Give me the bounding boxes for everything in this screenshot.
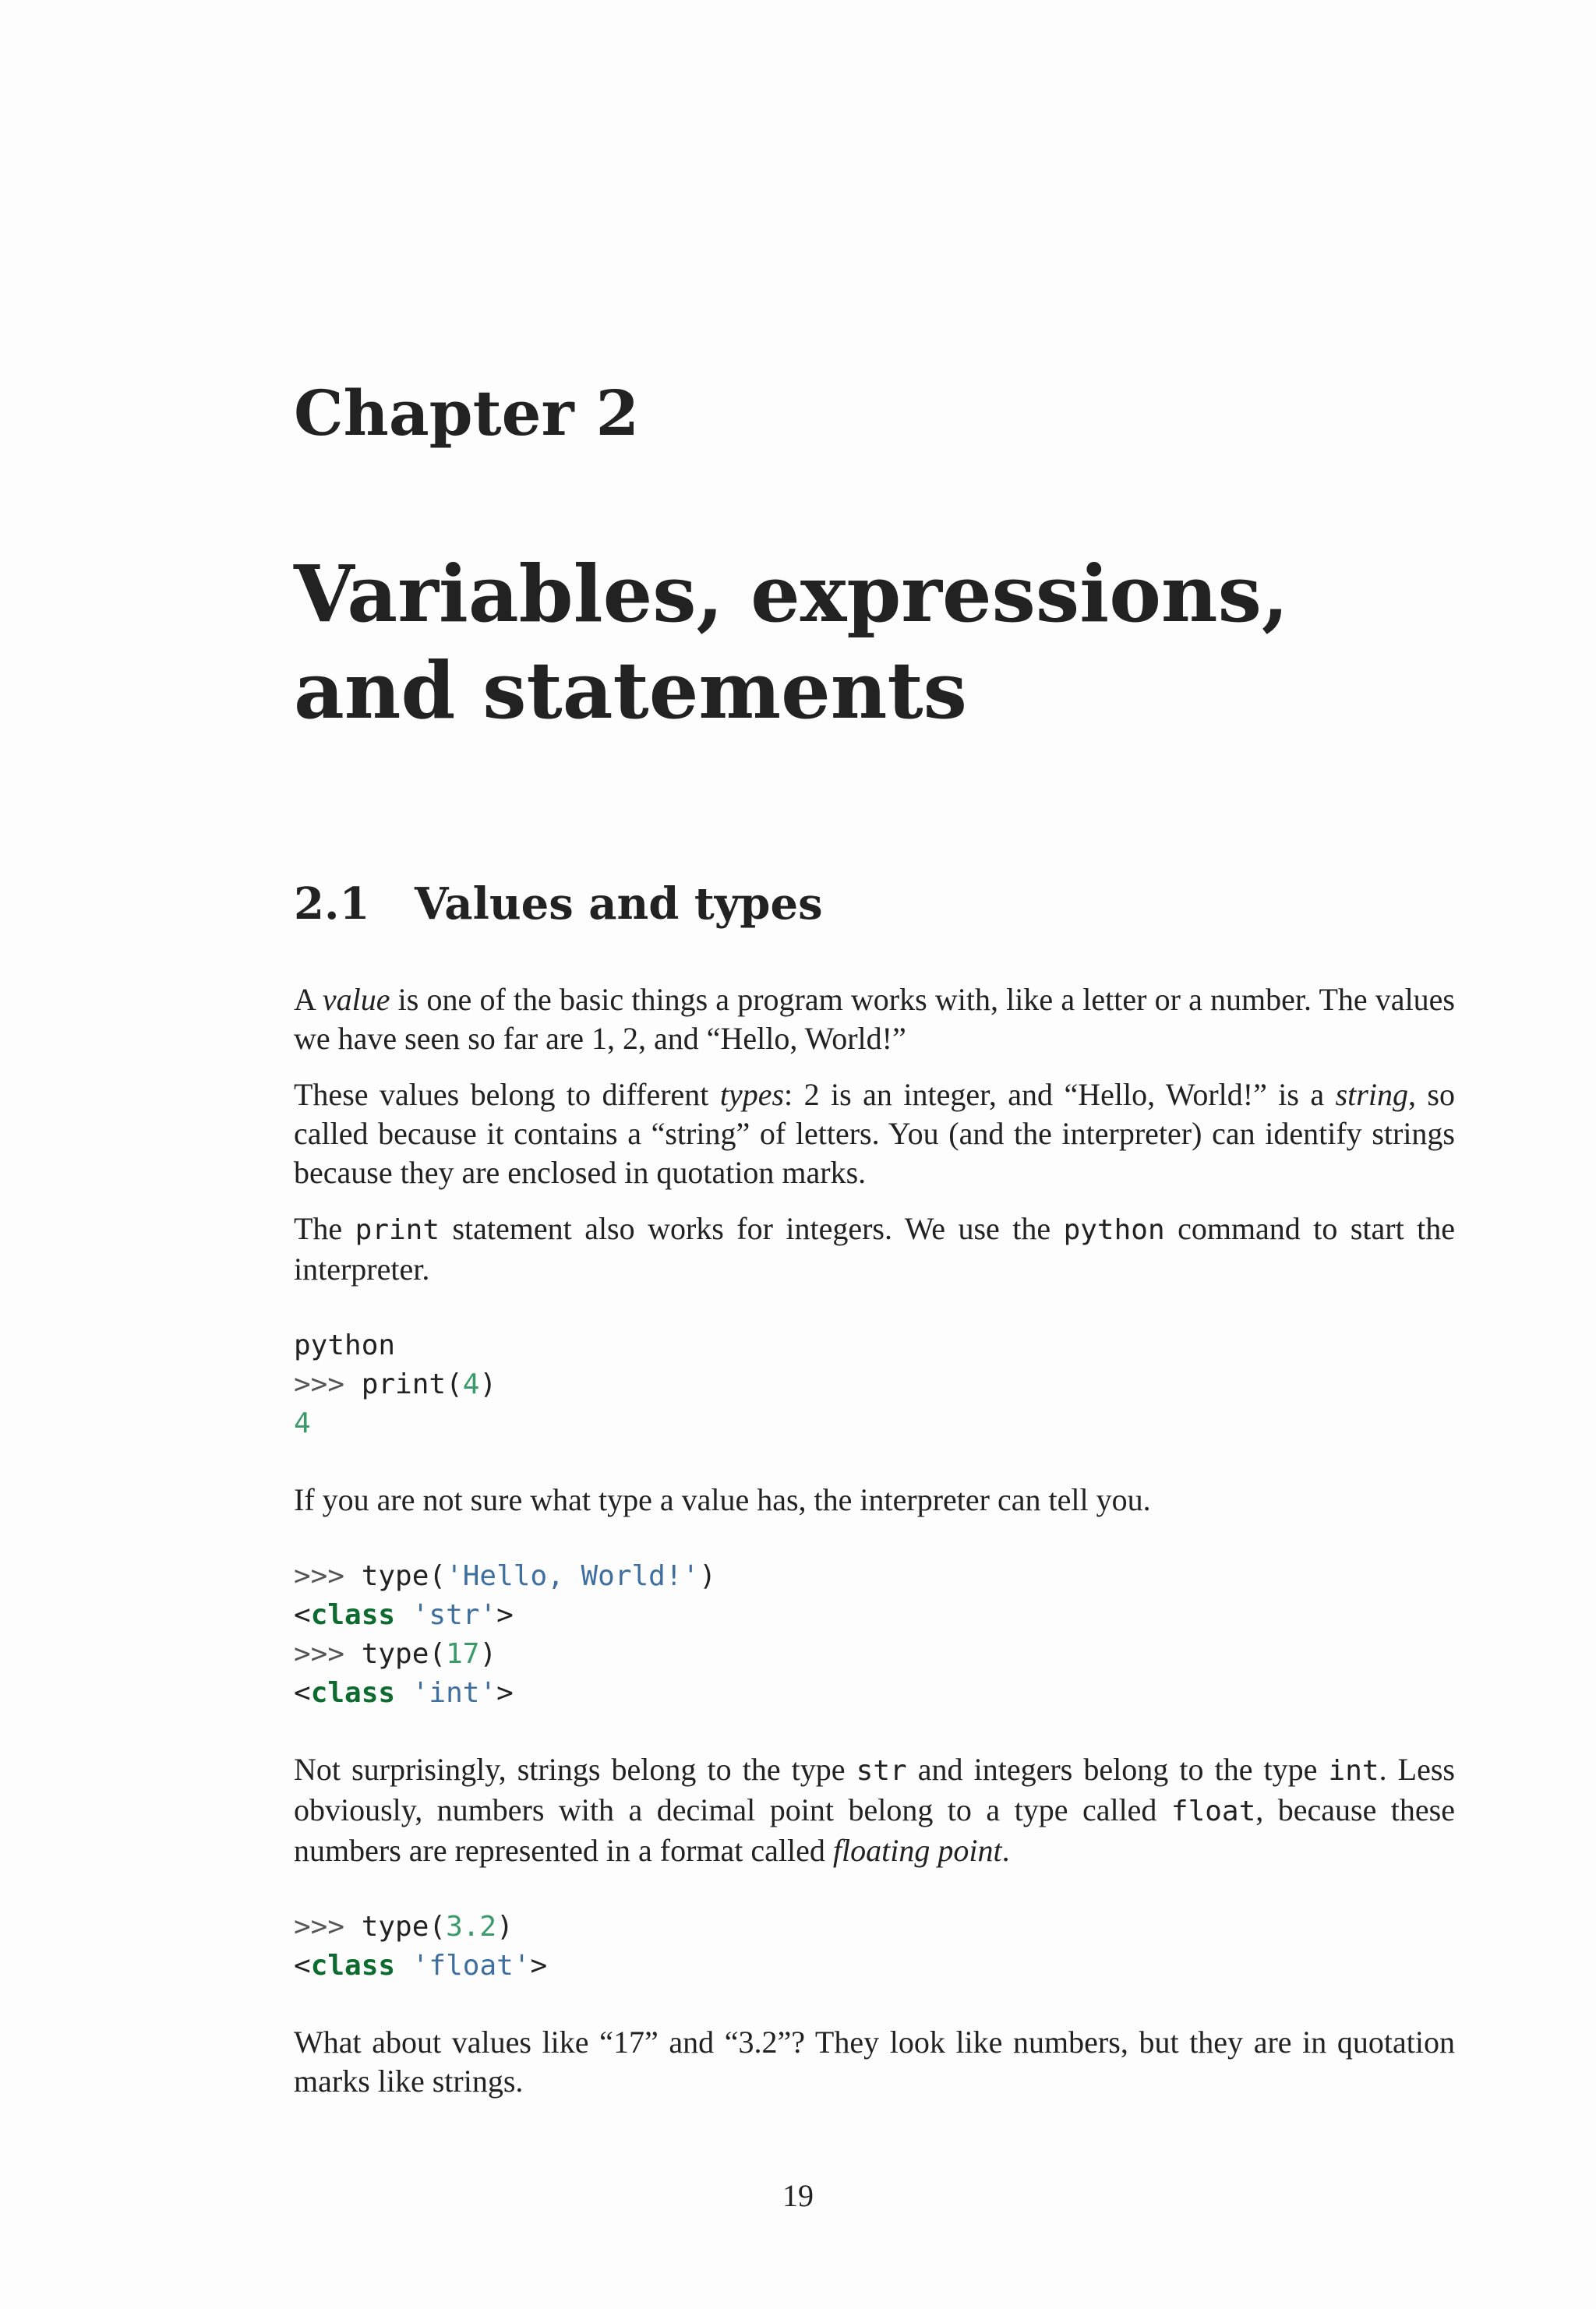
text-span: command to start the interpreter. xyxy=(294,1211,1455,1287)
text-span: statement also works for integers. We use the xyxy=(440,1211,1064,1246)
section-number: 2.1 xyxy=(294,878,370,930)
code-line: python xyxy=(294,1329,396,1361)
code-string: 'str' xyxy=(411,1599,497,1631)
code-prompt: >>> xyxy=(294,1368,345,1400)
code-number: 4 xyxy=(462,1368,480,1400)
text-span: These values belong to different xyxy=(294,1077,720,1112)
code-prompt: >>> xyxy=(294,1560,345,1592)
paragraph-type-query: If you are not sure what type a value has, the interpreter can tell you. xyxy=(294,1482,1151,1517)
text-span: Not surprisingly, strings belong to the type xyxy=(294,1752,856,1787)
code-text: > xyxy=(496,1599,514,1631)
code-number: 17 xyxy=(446,1638,480,1670)
text-span: : 2 is an integer, and “Hello, World!” is a xyxy=(784,1077,1336,1112)
page-number: 19 xyxy=(782,2178,814,2213)
code-text: < xyxy=(294,1677,311,1709)
text-span: The xyxy=(294,1211,355,1246)
inline-code-float: float xyxy=(1171,1795,1256,1827)
term-floating-point: floating point xyxy=(832,1833,1002,1868)
code-block-float xyxy=(294,1908,1455,1986)
paragraph-types xyxy=(294,1075,1455,1192)
code-text: > xyxy=(496,1677,514,1709)
paragraph-str-int-float xyxy=(294,1750,1455,1870)
code-text: type( xyxy=(344,1638,447,1670)
code-text: < xyxy=(294,1599,311,1631)
code-keyword: class xyxy=(310,1950,396,1982)
inline-code-str: str xyxy=(856,1755,907,1787)
section-title: Values and types xyxy=(415,878,823,930)
code-text: print( xyxy=(344,1368,463,1400)
text-span: . xyxy=(1001,1833,1010,1868)
text-span: , so called because it contains a “string” of letters. You (and the interpreter) can identify strings because they are enclosed in quotation marks. xyxy=(294,1077,1455,1190)
inline-code-python: python xyxy=(1063,1214,1165,1246)
term-value: value xyxy=(322,982,390,1017)
chapter-label: Chapter 2 xyxy=(294,376,640,450)
code-keyword: class xyxy=(310,1677,396,1709)
code-text: ) xyxy=(496,1911,514,1943)
section-body xyxy=(294,980,1455,2118)
code-block-print xyxy=(294,1326,1455,1443)
code-string: 'int' xyxy=(411,1677,497,1709)
code-string: 'float' xyxy=(411,1950,531,1982)
code-text: type( xyxy=(344,1560,447,1592)
paragraph-print-statement xyxy=(294,1209,1455,1289)
chapter-title: Variables, expressions, and statements xyxy=(294,548,1289,736)
text-span: and integers belong to the type xyxy=(906,1752,1329,1787)
text-span: is one of the basic things a program works with, like a letter or a number. The values we have seen so far are 1, 2, and “Hello, World!” xyxy=(294,982,1455,1056)
code-number: 3.2 xyxy=(446,1911,497,1943)
code-keyword: class xyxy=(310,1599,396,1631)
code-block-type xyxy=(294,1557,1455,1713)
paragraph-quoted-numbers: What about values like “17” and “3.2”? They look like numbers, but they are in quotation marks like strings. xyxy=(294,2025,1455,2099)
term-string: string xyxy=(1335,1077,1408,1112)
code-text: < xyxy=(294,1950,311,1982)
code-prompt: >>> xyxy=(294,1638,345,1670)
code-text: ) xyxy=(479,1368,497,1400)
term-types: types xyxy=(719,1077,785,1112)
text-span: A xyxy=(294,982,323,1017)
text-span: , because these numbers are represented in a format called xyxy=(294,1792,1455,1868)
code-text: > xyxy=(530,1950,548,1982)
code-prompt: >>> xyxy=(294,1911,345,1943)
inline-code-print: print xyxy=(355,1214,440,1246)
text-span: . Less obviously, numbers with a decimal point belong to a type called xyxy=(294,1752,1455,1827)
code-output: 4 xyxy=(294,1407,311,1439)
code-text: ) xyxy=(699,1560,716,1592)
section-heading xyxy=(294,877,823,931)
inline-code-int: int xyxy=(1328,1755,1379,1787)
code-text: type( xyxy=(344,1911,447,1943)
code-string: 'Hello, World!' xyxy=(446,1560,700,1592)
code-text: ) xyxy=(479,1638,497,1670)
paragraph-value-definition xyxy=(294,980,1455,1058)
